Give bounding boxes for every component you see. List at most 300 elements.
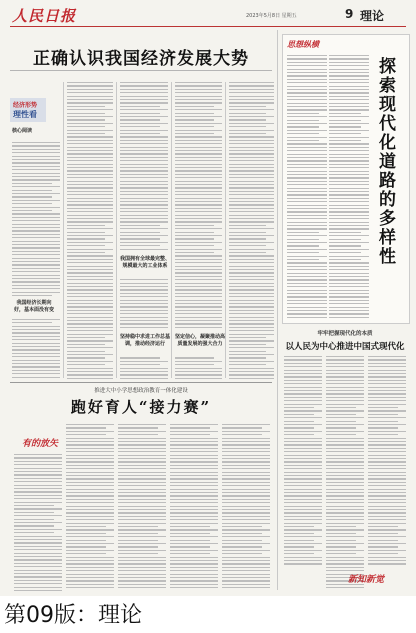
text-line <box>229 262 274 263</box>
text-line <box>368 553 398 554</box>
text-line <box>329 157 369 158</box>
text-line <box>170 438 218 439</box>
text-line <box>118 468 166 469</box>
text-line <box>175 306 222 307</box>
text-line <box>229 303 274 304</box>
text-line <box>14 529 62 530</box>
text-line <box>222 536 270 537</box>
text-line <box>120 208 168 209</box>
text-line <box>229 232 266 233</box>
text-line <box>287 317 327 318</box>
text-line <box>175 174 222 175</box>
text-line <box>66 485 114 486</box>
text-line <box>12 332 60 333</box>
text-line <box>326 366 364 367</box>
text-line <box>120 194 168 195</box>
text-line <box>229 242 274 243</box>
text-line <box>120 147 168 148</box>
text-line <box>120 242 168 243</box>
text-line <box>222 434 262 435</box>
text-line <box>67 150 113 151</box>
text-line <box>329 113 361 114</box>
text-line <box>175 147 222 148</box>
text-line <box>222 444 270 445</box>
text-line <box>66 506 114 507</box>
text-line <box>120 177 168 178</box>
text-line <box>326 380 364 381</box>
text-line <box>287 55 327 56</box>
text-line <box>287 113 319 114</box>
text-line <box>67 293 113 294</box>
text-line <box>67 218 113 219</box>
text-line <box>368 414 398 415</box>
text-line <box>368 489 406 490</box>
text-line <box>229 378 274 379</box>
text-line <box>368 536 406 537</box>
text-line <box>175 289 222 290</box>
text-line <box>120 320 168 321</box>
text-line <box>229 164 274 165</box>
text-line <box>284 546 314 547</box>
text-line <box>222 458 270 459</box>
text-line <box>368 523 406 524</box>
text-line <box>120 174 168 175</box>
text-line <box>326 492 364 493</box>
text-line <box>67 187 113 188</box>
text-line <box>287 211 327 212</box>
text-line <box>287 62 327 63</box>
text-line <box>14 515 62 516</box>
text-line <box>66 526 106 527</box>
text-line <box>222 533 262 534</box>
text-line <box>329 150 369 151</box>
text-line <box>284 400 322 401</box>
text-line <box>66 448 114 449</box>
text-line <box>67 232 105 233</box>
text-line <box>170 458 218 459</box>
text-line <box>329 208 369 209</box>
text-line <box>368 461 406 462</box>
text-line <box>120 238 160 239</box>
text-line <box>120 106 160 107</box>
text-line <box>67 123 113 124</box>
text-line <box>284 495 322 496</box>
text-line <box>118 540 158 541</box>
text-line <box>284 404 322 405</box>
text-line <box>284 421 314 422</box>
text-line <box>170 526 210 527</box>
column-rule <box>171 82 172 378</box>
text-line <box>120 293 168 294</box>
text-line <box>120 300 168 301</box>
text-line <box>329 198 369 199</box>
text-line <box>66 550 114 551</box>
text-line <box>326 523 364 524</box>
kicker-bottom: 理性看 <box>13 110 37 119</box>
text-line <box>326 533 356 534</box>
text-line <box>120 130 168 131</box>
text-line <box>329 245 361 246</box>
text-line <box>329 65 369 66</box>
text-line <box>67 130 113 131</box>
text-line <box>120 313 168 314</box>
text-line <box>175 262 222 263</box>
text-line <box>170 584 218 585</box>
text-line <box>368 444 406 445</box>
text-line <box>120 150 168 151</box>
text-line <box>284 356 322 357</box>
text-line <box>118 489 166 490</box>
text-line <box>67 347 113 348</box>
text-line <box>229 204 274 205</box>
text-line <box>67 364 105 365</box>
text-line <box>222 574 270 575</box>
text-line <box>329 177 369 178</box>
text-line <box>67 283 113 284</box>
text-line <box>66 567 114 568</box>
text-line <box>368 390 406 391</box>
text-line <box>120 140 168 141</box>
text-line <box>329 160 369 161</box>
text-line <box>66 444 114 445</box>
text-line <box>170 567 218 568</box>
text-line <box>329 266 369 267</box>
text-line <box>329 293 369 294</box>
text-line <box>118 546 158 547</box>
lower-headline: 跑好育人“接力赛” <box>70 398 212 416</box>
text-line <box>170 444 218 445</box>
text-line <box>229 279 274 280</box>
text-line <box>287 194 327 195</box>
text-line <box>222 475 270 476</box>
text-line <box>222 427 262 428</box>
text-line <box>326 472 364 473</box>
text-line <box>12 326 60 327</box>
text-line <box>287 279 327 280</box>
text-line <box>229 140 274 141</box>
text-line <box>284 387 322 388</box>
text-line <box>14 539 62 540</box>
text-line <box>12 207 60 208</box>
text-line <box>118 574 166 575</box>
text-line <box>14 464 62 465</box>
text-line <box>368 485 406 486</box>
text-line <box>222 543 270 544</box>
text-line <box>67 330 113 331</box>
text-line <box>120 215 168 216</box>
text-line <box>175 194 222 195</box>
text-line <box>14 570 62 571</box>
text-line <box>67 238 105 239</box>
text-line <box>120 153 168 154</box>
text-line <box>170 543 218 544</box>
text-line <box>329 171 369 172</box>
text-line <box>14 532 54 533</box>
text-line <box>329 79 369 80</box>
text-line <box>329 184 369 185</box>
text-line <box>229 181 274 182</box>
text-line <box>66 563 114 564</box>
text-line <box>67 313 113 314</box>
text-line <box>175 116 222 117</box>
text-line <box>170 523 218 524</box>
text-line <box>14 471 62 472</box>
text-line <box>284 478 322 479</box>
text-line <box>12 370 60 371</box>
text-line <box>120 361 168 362</box>
text-line <box>170 448 218 449</box>
text-line <box>287 307 327 308</box>
text-line <box>175 269 222 270</box>
text-line <box>229 157 274 158</box>
text-line <box>229 187 274 188</box>
text-line <box>287 181 327 182</box>
text-line <box>326 359 364 360</box>
text-line <box>175 296 222 297</box>
stamp-right-text: 新知新觉 <box>348 575 385 585</box>
stamp-left-text: 有的放矢 <box>22 439 59 449</box>
text-line <box>120 116 168 117</box>
text-line <box>12 234 60 235</box>
text-line <box>67 286 113 287</box>
text-line <box>12 322 52 323</box>
text-line <box>329 123 369 124</box>
text-line <box>14 542 62 543</box>
text-line <box>329 75 369 76</box>
text-line <box>229 327 274 328</box>
text-line <box>118 495 166 496</box>
text-line <box>287 273 327 274</box>
text-line <box>326 553 356 554</box>
text-line <box>284 448 322 449</box>
text-line <box>284 502 322 503</box>
text-line <box>329 256 369 257</box>
text-line <box>229 191 274 192</box>
text-line <box>14 546 62 547</box>
subhead-4: 坚定信心，凝聚推动高质量发展的强大合力 <box>175 334 226 347</box>
text-line <box>287 133 319 134</box>
text-line <box>326 370 364 371</box>
text-line <box>222 546 262 547</box>
text-line <box>66 482 114 483</box>
text-line <box>229 245 266 246</box>
text-line <box>175 303 222 304</box>
text-line <box>67 378 113 379</box>
text-line <box>368 451 406 452</box>
text-line <box>326 373 364 374</box>
text-line <box>326 400 364 401</box>
text-line <box>368 512 406 513</box>
text-line <box>14 580 62 581</box>
text-line <box>12 196 52 197</box>
text-line <box>368 502 406 503</box>
text-line <box>175 293 222 294</box>
text-line <box>120 327 168 328</box>
text-line <box>175 368 222 369</box>
text-line <box>66 478 114 479</box>
text-line <box>120 99 168 100</box>
text-line <box>175 211 222 212</box>
text-line <box>326 516 364 517</box>
text-line <box>329 181 369 182</box>
text-line <box>229 344 266 345</box>
text-line <box>118 526 158 527</box>
text-line <box>326 465 364 466</box>
text-line <box>67 157 113 158</box>
text-line <box>12 142 60 143</box>
text-line <box>170 557 218 558</box>
text-line <box>67 133 105 134</box>
text-line <box>326 410 364 411</box>
text-line <box>229 116 274 117</box>
text-line <box>67 198 113 199</box>
text-line <box>66 472 114 473</box>
text-line <box>329 167 369 168</box>
text-line <box>12 166 60 167</box>
text-line <box>368 356 406 357</box>
text-line <box>284 526 314 527</box>
text-line <box>14 553 62 554</box>
text-line <box>287 184 327 185</box>
text-line <box>326 455 364 456</box>
text-line <box>175 143 222 144</box>
text-line <box>287 259 319 260</box>
text-line <box>287 177 327 178</box>
text-line <box>118 431 166 432</box>
column-stamp-right <box>348 572 406 588</box>
text-line <box>368 404 406 405</box>
text-line <box>66 557 114 558</box>
text-line <box>67 327 113 328</box>
text-line <box>67 300 113 301</box>
text-line <box>287 123 327 124</box>
text-line <box>14 573 62 574</box>
text-line <box>14 478 62 479</box>
text-line <box>118 455 166 456</box>
text-line <box>67 153 113 154</box>
text-line <box>66 584 114 585</box>
text-line <box>67 136 113 137</box>
text-line <box>326 438 364 439</box>
text-line <box>222 516 270 517</box>
text-line <box>66 489 114 490</box>
text-line <box>326 502 364 503</box>
text-line <box>170 574 218 575</box>
text-line <box>287 286 327 287</box>
text-line <box>14 491 62 492</box>
text-line <box>120 371 168 372</box>
text-line <box>175 371 222 372</box>
text-line <box>287 208 327 209</box>
text-line <box>14 576 62 577</box>
text-line <box>14 556 62 557</box>
text-line <box>329 174 369 175</box>
text-line <box>14 525 54 526</box>
text-line <box>326 478 364 479</box>
text-line <box>12 360 60 361</box>
text-line <box>287 58 327 59</box>
text-line <box>118 506 166 507</box>
text-line <box>14 481 62 482</box>
text-line <box>170 465 218 466</box>
text-line <box>326 363 364 364</box>
text-line <box>329 205 369 206</box>
text-line <box>67 249 113 250</box>
text-line <box>326 546 356 547</box>
text-line <box>67 344 105 345</box>
text-line <box>284 373 322 374</box>
text-line <box>175 378 222 379</box>
text-line <box>175 123 222 124</box>
text-line <box>14 474 62 475</box>
text-line <box>329 235 369 236</box>
text-line <box>67 317 113 318</box>
text-line <box>175 204 222 205</box>
text-line <box>329 290 369 291</box>
text-line <box>229 174 274 175</box>
text-line <box>284 455 322 456</box>
text-line <box>66 536 114 537</box>
text-line <box>287 103 327 104</box>
text-line <box>67 201 113 202</box>
text-line <box>287 256 327 257</box>
text-line <box>284 427 314 428</box>
text-line <box>175 96 222 97</box>
text-line <box>118 509 166 510</box>
text-line <box>329 215 369 216</box>
text-line <box>175 215 222 216</box>
text-line <box>66 427 106 428</box>
text-line <box>326 390 364 391</box>
text-line <box>222 482 270 483</box>
text-line <box>229 334 274 335</box>
text-line <box>329 252 361 253</box>
text-line <box>175 225 214 226</box>
text-line <box>170 461 218 462</box>
text-line <box>287 69 327 70</box>
text-line <box>329 269 369 270</box>
text-line <box>284 451 322 452</box>
text-line <box>120 102 168 103</box>
text-line <box>120 357 160 358</box>
text-line <box>326 424 364 425</box>
text-line <box>120 317 168 318</box>
text-line <box>66 492 114 493</box>
text-line <box>229 126 266 127</box>
text-line <box>329 313 369 314</box>
text-line <box>229 225 266 226</box>
text-line <box>175 150 222 151</box>
text-line <box>326 489 364 490</box>
text-line <box>287 164 327 165</box>
text-line <box>229 235 274 236</box>
text-line <box>229 300 274 301</box>
text-line <box>175 130 222 131</box>
text-line <box>287 99 327 100</box>
text-line <box>12 152 60 153</box>
text-line <box>170 512 218 513</box>
text-line <box>329 72 369 73</box>
text-line <box>118 516 166 517</box>
text-line <box>12 353 60 354</box>
text-line <box>120 289 168 290</box>
text-line <box>287 92 327 93</box>
text-line <box>326 526 356 527</box>
column-rule <box>63 82 64 378</box>
text-line <box>67 351 105 352</box>
column-rule <box>225 82 226 378</box>
text-line <box>329 62 369 63</box>
